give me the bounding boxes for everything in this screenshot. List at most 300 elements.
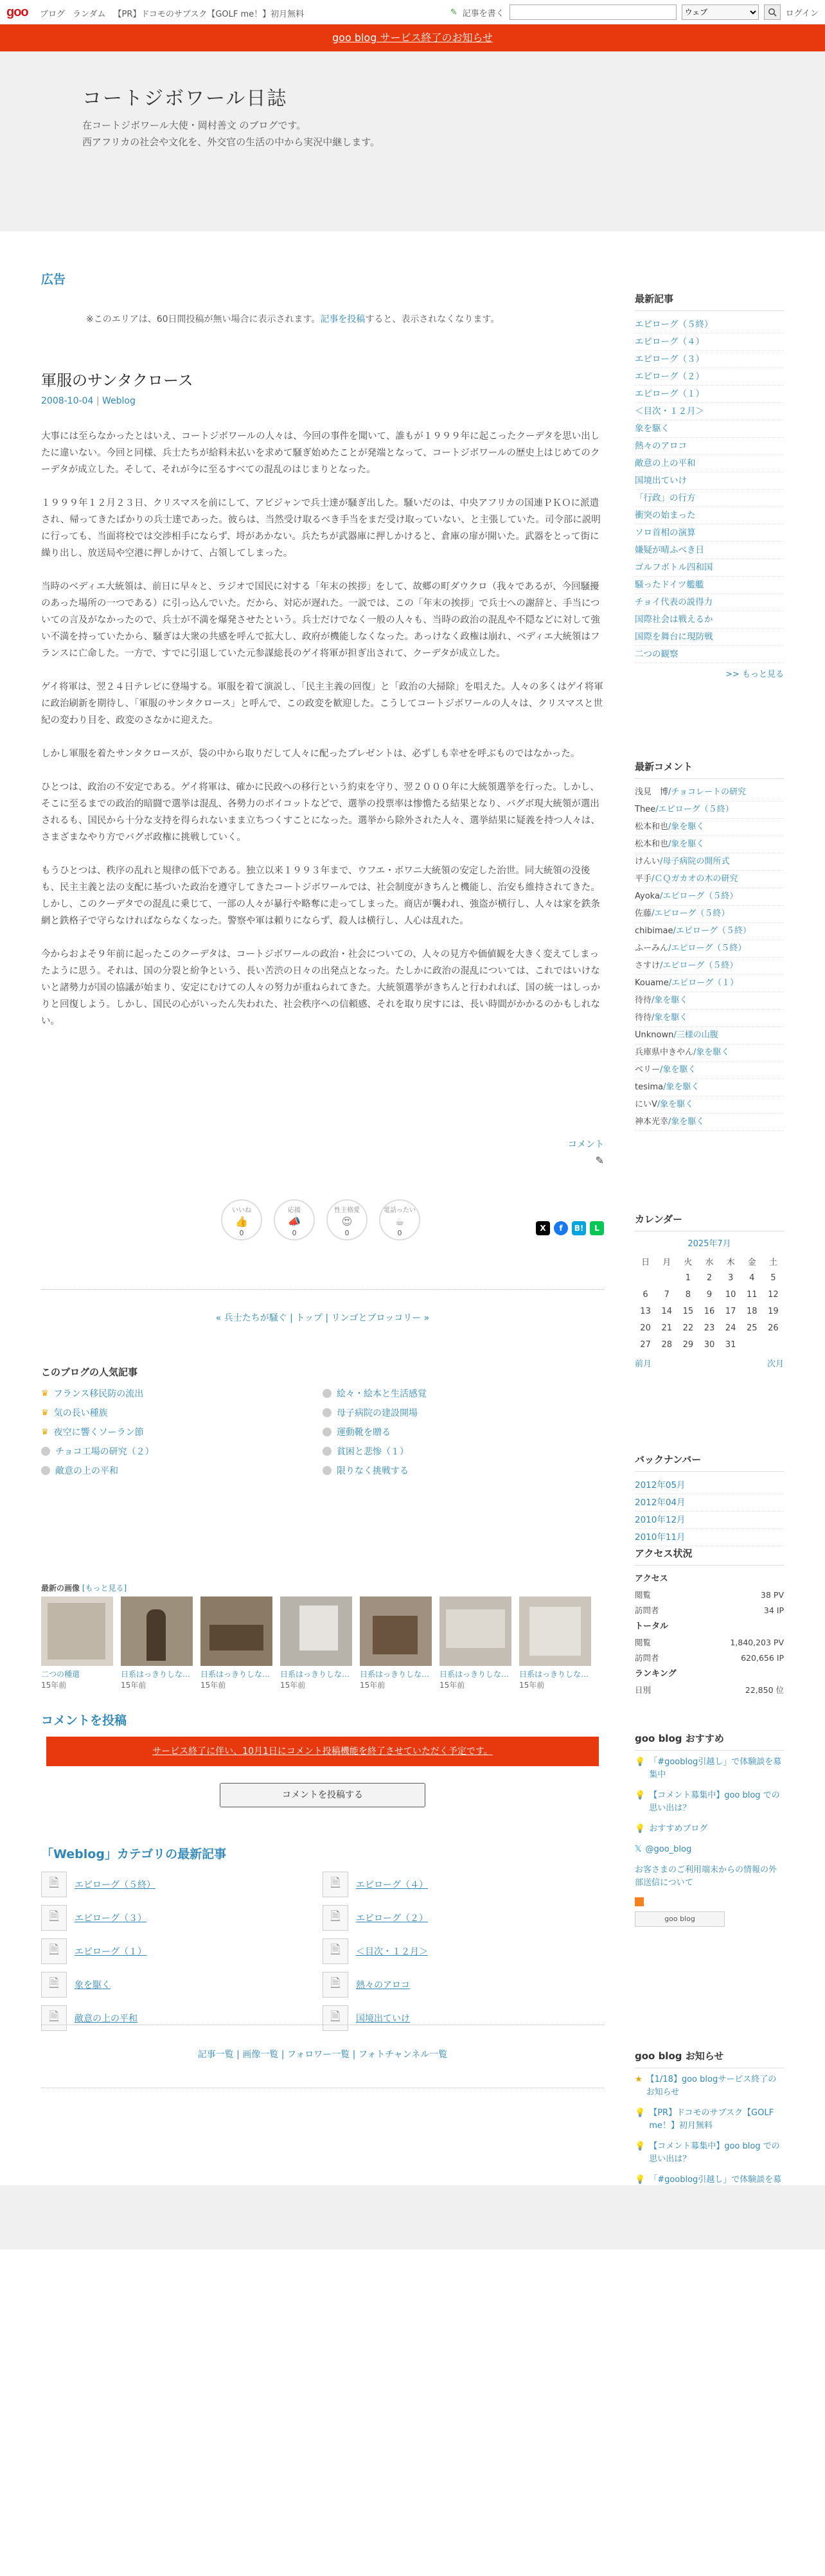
access-row: [635, 1683, 784, 1698]
x-account-link[interactable]: @goo_blog: [645, 1845, 692, 1854]
recent-post-link[interactable]: エピローグ（４）: [635, 334, 784, 351]
post-paragraph: ゲイ将軍は、翌２４日テレビに登場する。軍服を着て演説し、「民主主義の回復」と「政治の大掃除」を唱えた。人々の多くはゲイ将軍に政治刷新を期待し、「軍服のサンタクロース」と呼んで、この政変を歓迎した。こうしてコートジボワールの人々は、クリスマスと世紀の変わり目を、政変のさなかに迎えた。: [41, 682, 603, 726]
recent-post-link[interactable]: 二つの観察: [635, 646, 784, 663]
calendar-day: 5: [770, 1273, 776, 1283]
calendar-next-link[interactable]: 次月: [767, 1359, 784, 1369]
recent-post-link[interactable]: 国境出ていけ: [635, 472, 784, 490]
commenter: 松本和也: [635, 822, 669, 832]
comment-post[interactable]: 象を駆く: [660, 1100, 694, 1109]
reaction-cheer-button[interactable]: [274, 1199, 315, 1240]
image-thumbnail[interactable]: [439, 1597, 511, 1666]
comment-item[interactable]: ふーみん/エピローグ（５終）: [635, 940, 784, 958]
lightbulb-icon: 💡: [635, 2175, 646, 2185]
recent-post-link[interactable]: 熱々のアロコ: [635, 438, 784, 455]
top-link[interactable]: トップ: [296, 1313, 323, 1323]
comment-item[interactable]: けんい/母子病院の開所式: [635, 854, 784, 871]
recent-post-link[interactable]: エピローグ（３）: [635, 351, 784, 368]
recent-post-link[interactable]: 敵意の上の平和: [635, 455, 784, 472]
commenter: chibimae: [635, 926, 673, 936]
login-link[interactable]: ログイン: [785, 8, 819, 19]
recent-posts-list: [635, 316, 784, 663]
access-row: [635, 1635, 784, 1650]
goo-logo[interactable]: goo: [6, 5, 28, 19]
post-paragraph: １９９９年１２月２３日、クリスマスを前にして、アビジャンで兵士達が騒ぎ出した。騒いだのは、中央アフリカの国連ＰＫＯに派遣され、帰ってきたばかりの兵士達であった。彼らは、当然受け取るべき手当をまだ受け取っていない、と主張していた。司令部に説明に行っても、当面将校では交渉相手にならず、埒があかない。兵たちが武器庫に押しかけると、倉庫の扉が開いた。武器をとって街に繰り出し、放送局や空港に押しかけて、占領してしまった。: [41, 498, 601, 559]
post-comment-title: コメントを投稿: [41, 1713, 127, 1728]
divider: [41, 1289, 604, 1290]
calendar-month: 2025年7月: [688, 1239, 731, 1249]
notice-list: [635, 2073, 784, 2199]
document-icon: 🗎: [41, 1972, 67, 1998]
calendar-nav: [635, 1357, 784, 1369]
post-navigation: « 兵士たちが騒ぐ | トップ | リンゴとブロッコリー »: [215, 1313, 430, 1323]
category-post-link[interactable]: 国境出ていけ: [356, 2014, 410, 2024]
popular-post-item[interactable]: [323, 1405, 604, 1420]
image-thumbnail[interactable]: [519, 1597, 591, 1666]
comment-post[interactable]: 象を駆く: [671, 1117, 705, 1127]
comment-post[interactable]: 母子病院の開所式: [662, 857, 730, 866]
post-category-link[interactable]: Weblog: [102, 396, 136, 406]
image-caption[interactable]: 二つの種還: [41, 1670, 80, 1679]
facebook-share-icon[interactable]: f: [554, 1221, 568, 1235]
bullet-icon: [323, 1389, 332, 1398]
popular-post-label[interactable]: 貧困と悲惨（１）: [337, 1447, 409, 1457]
recent-post-link[interactable]: 象を駆く: [635, 420, 784, 438]
global-topbar: [0, 0, 825, 24]
popular-post-label[interactable]: チョコ工場の研究（２）: [55, 1447, 154, 1457]
image-item[interactable]: [280, 1597, 352, 1690]
post-date[interactable]: 2008-10-04: [41, 396, 94, 406]
recommend-item[interactable]: [635, 1843, 784, 1856]
comment-end-notice[interactable]: サービス終了に伴い、10月1日にコメント投稿機能を終了させていただく予定です。: [46, 1737, 599, 1766]
comment-post[interactable]: エピローグ（５終）: [662, 961, 738, 970]
comment-item[interactable]: 平手/ＣＱガカオの木の研究: [635, 871, 784, 888]
comment-item[interactable]: 松本和也/象を駆く: [635, 836, 784, 854]
notice-link[interactable]: 【1/18】goo blogサービス終了のお知らせ: [646, 2075, 777, 2097]
document-icon: 🗎: [41, 1872, 67, 1897]
comment-post[interactable]: 象を駆く: [696, 1048, 730, 1057]
calendar-day: 23: [704, 1323, 715, 1333]
recent-post-link[interactable]: 衝突の始まった: [635, 507, 784, 524]
notice-link[interactable]: 「#gooblog引越し」で体験談を募: [649, 2175, 782, 2185]
bullet-icon: [323, 1466, 332, 1475]
recent-images-more-link[interactable]: [もっと見る]: [82, 1584, 127, 1593]
popular-post-label[interactable]: 限りなく挑戦する: [337, 1466, 409, 1476]
line-share-icon[interactable]: L: [590, 1221, 604, 1235]
thumbs-up-icon: 👍: [235, 1215, 248, 1228]
popular-post-item[interactable]: [323, 1463, 604, 1478]
image-item[interactable]: [200, 1597, 272, 1690]
reaction-count: 0: [397, 1229, 402, 1237]
comment-post[interactable]: エピローグ（５終）: [671, 944, 747, 953]
calendar-day: 3: [727, 1273, 734, 1283]
policy-link[interactable]: お客さまのご利用端末からの情報の外部送信について: [635, 1865, 777, 1888]
reaction-label: いいね: [232, 1207, 251, 1214]
ad-text-before: ※このエリアは、60日間投稿が無い場合に表示されます。: [86, 314, 321, 325]
image-date: 15年前: [280, 1681, 306, 1690]
notice-widget: [635, 2049, 784, 2207]
popular-post-item[interactable]: [323, 1424, 604, 1440]
recent-post-link[interactable]: チョイ代表の説得力: [635, 594, 784, 611]
calendar-weekday: 土: [768, 1257, 777, 1267]
category-post-item[interactable]: [41, 2005, 323, 2031]
backnumber-list: [635, 1477, 784, 1546]
category-post-item[interactable]: [323, 1905, 604, 1931]
reaction-love-button[interactable]: [326, 1199, 368, 1240]
image-date: 15年前: [360, 1681, 386, 1690]
comment-post[interactable]: 象を駆く: [654, 996, 688, 1005]
document-icon: 🗎: [323, 1872, 348, 1897]
recommend-item[interactable]: [635, 1789, 784, 1815]
goo-blog-badge[interactable]: goo blog: [635, 1911, 725, 1927]
image-caption[interactable]: 日系はっきりしな…: [280, 1670, 350, 1679]
calendar-day: 10: [725, 1289, 736, 1300]
comment-post[interactable]: 三様の山腹: [676, 1030, 718, 1040]
image-item[interactable]: [360, 1597, 432, 1690]
bullet-icon: [41, 1466, 50, 1475]
backnumber-link[interactable]: 2012年05月: [635, 1477, 784, 1494]
recent-images-label: 最新の画像: [41, 1584, 80, 1593]
commenter: にいV: [635, 1100, 657, 1109]
comment-item[interactable]: chibimae/エピローグ（５終）: [635, 923, 784, 940]
comment-post[interactable]: チョコレートの研究: [671, 787, 747, 797]
topbar-link-random[interactable]: ランダム: [73, 10, 106, 19]
crown-icon: ♛: [41, 1408, 49, 1418]
image-thumbnail[interactable]: [200, 1597, 272, 1666]
access-row: [635, 1603, 784, 1618]
blog-description-line1: 在コートジボワール大使・岡村善文 のブログです。: [82, 120, 306, 131]
popular-post-item[interactable]: [41, 1463, 323, 1478]
access-value: 22,850 位: [745, 1685, 784, 1695]
popular-post-item[interactable]: [323, 1444, 604, 1459]
comment-post[interactable]: 象を駆く: [666, 1082, 700, 1092]
popular-post-label[interactable]: 絵々・絵本と生活感覚: [337, 1389, 427, 1399]
popular-post-item[interactable]: [323, 1386, 604, 1401]
recent-post-link[interactable]: 「行政」の行方: [635, 490, 784, 507]
recent-post-link[interactable]: ゴルフボトル四和国: [635, 559, 784, 577]
policy-item[interactable]: [635, 1864, 784, 1890]
image-item[interactable]: [519, 1597, 591, 1690]
access-value: 620,656 IP: [741, 1653, 784, 1663]
comment-item[interactable]: 待待/象を駆く: [635, 992, 784, 1010]
recent-post-link[interactable]: 国際を舞台に現防戦: [635, 629, 784, 646]
recent-post-link[interactable]: エピローグ（１）: [635, 386, 784, 403]
access-label: 日別: [635, 1685, 652, 1695]
category-post-item[interactable]: [323, 1938, 604, 1964]
recent-comments-title: 最新コメント: [635, 760, 784, 779]
topbar-links: [40, 7, 304, 19]
calendar-day: 13: [640, 1306, 651, 1316]
service-end-banner: [0, 24, 825, 51]
comment-post[interactable]: 象を駆く: [654, 1013, 688, 1023]
crown-icon: ♛: [41, 1388, 49, 1399]
recommend-link[interactable]: 「#gooblog引越し」で体験談を募集中: [649, 1757, 782, 1780]
popular-post-item[interactable]: [41, 1424, 323, 1440]
reaction-count: 0: [292, 1229, 297, 1237]
access-value: 1,840,203 PV: [730, 1638, 784, 1647]
recent-post-link[interactable]: 嫌疑が晴ふべき日: [635, 542, 784, 559]
category-post-link[interactable]: エピローグ（５終）: [75, 1880, 155, 1890]
comment-item[interactable]: さすけ/エピローグ（５終）: [635, 958, 784, 975]
notice-title: goo blog お知らせ: [635, 2049, 784, 2068]
footer-links[interactable]: 記事一覧 | 画像一覧 | フォロワー一覧 | フォトチャンネル一覧: [197, 2050, 448, 2060]
calendar-weekday: 日: [641, 1257, 650, 1267]
recommend-widget: [635, 1731, 784, 1927]
topbar-link-blog[interactable]: ブログ: [40, 10, 66, 19]
commenter: ベリー: [635, 1065, 661, 1075]
recent-post-link[interactable]: 騒ったドイツ艦艦: [635, 577, 784, 594]
recent-post-link[interactable]: エピローグ（５終）: [635, 316, 784, 334]
access-value: 38 PV: [761, 1590, 784, 1600]
topbar-right: [450, 4, 819, 20]
prev-post-link[interactable]: « 兵士たちが騒ぐ: [215, 1313, 287, 1323]
category-post-item[interactable]: [323, 1972, 604, 1998]
category-post-item[interactable]: [323, 2005, 604, 2031]
comment-item[interactable]: Unknown/三様の山腹: [635, 1027, 784, 1044]
popular-post-label[interactable]: 夜空に響くソーラン節: [53, 1427, 144, 1438]
recent-post-link[interactable]: 国際社会は戦えるか: [635, 611, 784, 629]
comment-item[interactable]: 松本和也/象を駆く: [635, 819, 784, 836]
recommend-link[interactable]: 【コメント募集中】goo blog での思い出は？: [649, 1791, 780, 1813]
popular-posts-title: このブログの人気記事: [41, 1366, 138, 1378]
x-share-icon[interactable]: X: [536, 1221, 550, 1235]
service-end-link[interactable]: goo blog サービス終了のお知らせ: [332, 31, 493, 44]
image-thumbnail[interactable]: [41, 1597, 113, 1666]
notice-link[interactable]: 【コメント募集中】goo blog での思い出は？: [649, 2142, 780, 2164]
image-item[interactable]: [121, 1597, 193, 1690]
coffee-icon: ☕: [395, 1215, 405, 1228]
search-scope-select[interactable]: [682, 4, 759, 20]
comment-item[interactable]: 佐藤/エピローグ（５終）: [635, 906, 784, 923]
recommend-title: goo blog おすすめ: [635, 1731, 784, 1751]
commenter: さすけ: [635, 961, 661, 970]
comment-post[interactable]: ＣＱガカオの木の研究: [654, 874, 738, 884]
reaction-count: 0: [344, 1229, 350, 1237]
document-icon: 🗎: [323, 2005, 348, 2031]
category-post-link[interactable]: ＜目次・１２月＞: [356, 1947, 428, 1957]
search-icon[interactable]: [764, 4, 781, 20]
comment-item[interactable]: Thee/エピローグ（５終）: [635, 801, 784, 819]
document-icon: 🗎: [41, 2005, 67, 2031]
calendar-day: 31: [725, 1339, 736, 1350]
hatena-share-icon[interactable]: B!: [572, 1221, 586, 1235]
comment-post[interactable]: エピローグ（５終）: [675, 926, 751, 936]
category-post-link[interactable]: エピローグ（４）: [356, 1880, 428, 1890]
calendar-day: [635, 1269, 656, 1286]
heart-eyes-icon: 😍: [341, 1215, 353, 1228]
blog-description: [82, 117, 380, 150]
image-item[interactable]: [439, 1597, 511, 1690]
category-post-item[interactable]: [41, 1872, 323, 1897]
post-body: [41, 428, 604, 1046]
calendar-day: 30: [704, 1339, 715, 1350]
topbar-link-pr[interactable]: 【PR】ドコモのサブスク【GOLF me！】初月無料: [113, 10, 305, 19]
reaction-count: 0: [239, 1229, 244, 1237]
category-post-item[interactable]: [41, 1938, 323, 1964]
popular-post-label[interactable]: 母子病院の建設開場: [337, 1408, 418, 1418]
popular-post-item[interactable]: [41, 1386, 323, 1401]
document-icon: 🗎: [41, 1905, 67, 1931]
commenter: 平手: [635, 874, 652, 884]
comment-post[interactable]: 象を駆く: [662, 1065, 696, 1075]
category-post-link[interactable]: 象を駆く: [75, 1980, 111, 1990]
reaction-buttons: [221, 1199, 420, 1240]
bullet-icon: [41, 1447, 50, 1456]
calendar-day: 26: [768, 1323, 779, 1333]
comment-item[interactable]: 神本光幸/象を駆く: [635, 1114, 784, 1131]
notice-link[interactable]: 【PR】ドコモのサブスク【GOLF me！】初月無料: [649, 2108, 774, 2131]
calendar-weekday: 金: [747, 1257, 756, 1267]
image-date: 15年前: [121, 1681, 146, 1690]
image-date: 15年前: [200, 1681, 226, 1690]
commenter: 待待: [635, 996, 652, 1005]
lightbulb-icon: 💡: [635, 1757, 646, 1767]
post-paragraph: ひとつは、政治の不安定である。ゲイ将軍は、確かに民政への移行という約束を守り、翌２０００年に大統領選挙を行った。しかし、そこに至るまでの政治的暗闘で選挙は混乱、各勢力のボイコットなどで、選挙の投票率は惨憺たる結果となり、バグボ現大統領が選出されるも、国民から十分な支持を得られないまま立ちつくすことになった。選挙から除外された人々、選挙結果に疑義を持つ人々は、さまざまなやり方でバグボ政権に挑戦していく。: [41, 782, 600, 843]
recent-posts-more-link[interactable]: >> もっと見る: [725, 670, 784, 679]
calendar-day: 14: [661, 1306, 672, 1316]
popular-post-item[interactable]: [41, 1444, 323, 1459]
image-date: 15年前: [519, 1681, 545, 1690]
access-row: [635, 1588, 784, 1603]
access-row: [635, 1650, 784, 1666]
next-post-link[interactable]: リンゴとブロッコリー »: [331, 1313, 430, 1323]
calendar-day: 8: [685, 1289, 691, 1300]
image-caption[interactable]: 日系はっきりしな…: [360, 1670, 430, 1679]
popular-post-label[interactable]: 運動靴を贈る: [337, 1427, 391, 1438]
calendar-day: 21: [661, 1323, 672, 1333]
category-post-item[interactable]: [323, 1872, 604, 1897]
calendar-table: [635, 1253, 784, 1353]
calendar-day: 29: [682, 1339, 694, 1350]
notice-item[interactable]: [635, 2140, 784, 2166]
x-icon: 𝕏: [635, 1845, 642, 1854]
recommend-item[interactable]: [635, 1756, 784, 1782]
backnumber-link[interactable]: 2012年04月: [635, 1494, 784, 1512]
comment-item[interactable]: 兵庫県中きやん/象を駆く: [635, 1044, 784, 1062]
comment-item[interactable]: ベリー/象を駆く: [635, 1062, 784, 1079]
commenter: 佐藤: [635, 909, 652, 918]
category-latest-title: 「Weblog」カテゴリの最新記事: [41, 1847, 227, 1861]
recent-images-title: [41, 1582, 127, 1593]
comment-post[interactable]: エピローグ（５終）: [658, 805, 734, 814]
category-post-link[interactable]: 熱々のアロコ: [356, 1980, 410, 1990]
popular-post-label[interactable]: 敵意の上の平和: [55, 1466, 118, 1476]
recommend-item[interactable]: [635, 1823, 784, 1836]
image-caption[interactable]: 日系はっきりしな…: [519, 1670, 589, 1679]
image-caption[interactable]: 日系はっきりしな…: [439, 1670, 510, 1679]
calendar-day: 15: [682, 1306, 694, 1316]
reaction-like-button[interactable]: [221, 1199, 262, 1240]
comment-link[interactable]: コメント: [568, 1140, 604, 1150]
footer-band: [0, 2185, 825, 2250]
image-thumbnail[interactable]: [121, 1597, 193, 1666]
commenter: Kouame: [635, 978, 669, 988]
calendar-day: 17: [725, 1306, 736, 1316]
comment-item[interactable]: Kouame/エピローグ（１）: [635, 975, 784, 992]
recent-post-link[interactable]: ＜目次・１２月＞: [635, 403, 784, 420]
comment-item[interactable]: にいV/象を駆く: [635, 1096, 784, 1114]
post-title[interactable]: 軍服のサンタクロース: [41, 371, 193, 389]
category-post-link[interactable]: エピローグ（２）: [356, 1913, 428, 1924]
comment-item[interactable]: tesima/象を駆く: [635, 1079, 784, 1096]
popular-post-label[interactable]: 気の長い種族: [53, 1408, 108, 1418]
comment-item[interactable]: Ayoka/エピローグ（５終）: [635, 888, 784, 906]
backnumber-link[interactable]: 2010年12月: [635, 1512, 784, 1529]
notice-item[interactable]: [635, 2073, 784, 2099]
access-title: アクセス状況: [635, 1546, 784, 1566]
access-widget: [635, 1546, 784, 1698]
calendar-prev-link[interactable]: 前月: [635, 1359, 652, 1369]
access-total-heading: トータル: [635, 1622, 669, 1631]
post-paragraph: 大事には至らなかったとはいえ、コートジボワールの人々は、今回の事件を聞いて、誰もが１９９９年に起こったクーデタを思い出したに違いない。今回と同様、兵士たちが給料未払いを求めて騒ぎ始めたことが発端となって、コートジボワールの歴史上はじめてのクーデタが成立した。そして、それが今に至るすべての混乱のはじまりとなった。: [41, 431, 600, 475]
recommend-link[interactable]: おすすめブログ: [649, 1824, 708, 1834]
calendar-day: 24: [725, 1323, 736, 1333]
comment-post[interactable]: 象を駆く: [671, 822, 705, 832]
image-item[interactable]: [41, 1597, 113, 1690]
notice-item[interactable]: [635, 2107, 784, 2133]
write-post-link[interactable]: 記事を書く: [462, 8, 504, 19]
calendar-day: 19: [768, 1306, 779, 1316]
rss-icon[interactable]: [635, 1897, 644, 1906]
image-caption[interactable]: 日系はっきりしな…: [121, 1670, 191, 1679]
search-input[interactable]: [510, 4, 677, 20]
popular-post-label[interactable]: フランス移民防の流出: [53, 1389, 144, 1399]
comment-post[interactable]: 象を駆く: [671, 839, 705, 849]
comment-item[interactable]: 待待/象を駆く: [635, 1010, 784, 1027]
image-caption[interactable]: 日系はっきりしな…: [200, 1670, 271, 1679]
reaction-coffee-button[interactable]: [379, 1199, 420, 1240]
bullet-icon: [323, 1427, 332, 1436]
comment-post[interactable]: エピローグ（５終）: [662, 891, 738, 901]
blog-title[interactable]: コートジボワール日誌: [82, 87, 288, 110]
access-rank-heading: ランキング: [635, 1669, 677, 1679]
backnumber-widget: [635, 1453, 784, 1546]
calendar-day: 27: [640, 1339, 651, 1350]
recent-comments-widget: [635, 760, 784, 1131]
calendar-day: 2: [706, 1273, 713, 1283]
image-thumbnail[interactable]: [360, 1597, 432, 1666]
backnumber-link[interactable]: 2010年11月: [635, 1529, 784, 1546]
post-comment-button[interactable]: コメントを投稿する: [220, 1783, 425, 1807]
ad-text-after: すると、表示されなくなります。: [365, 314, 500, 325]
post-meta: [41, 396, 136, 406]
bullet-icon: [323, 1408, 332, 1417]
recent-post-link[interactable]: エピローグ（２）: [635, 368, 784, 386]
category-post-link[interactable]: エピローグ（１）: [75, 1947, 146, 1957]
category-post-link[interactable]: 敵意の上の平和: [75, 2014, 138, 2024]
recent-post-link[interactable]: ソロ首相の演算: [635, 524, 784, 542]
popular-post-item[interactable]: [41, 1405, 323, 1420]
post-meta-sep: |: [96, 396, 100, 406]
popular-posts-list: [41, 1386, 604, 1478]
document-icon: 🗎: [323, 1938, 348, 1964]
reaction-label: 性主格愛: [334, 1207, 360, 1214]
comment-item[interactable]: 浅見 博/チョコレートの研究: [635, 784, 784, 801]
category-post-item[interactable]: [41, 1905, 323, 1931]
lightbulb-icon: 💡: [635, 1791, 646, 1800]
image-date: 15年前: [41, 1681, 67, 1690]
access-value: 34 IP: [763, 1606, 784, 1615]
comment-post[interactable]: エピローグ（１）: [671, 978, 739, 988]
calendar-day: 12: [768, 1289, 779, 1300]
category-post-item[interactable]: [41, 1972, 323, 1998]
ad-post-link[interactable]: 記事を投稿: [320, 314, 366, 325]
image-thumbnail[interactable]: [280, 1597, 352, 1666]
category-post-link[interactable]: エピローグ（３）: [75, 1913, 146, 1924]
recent-images: [41, 1597, 591, 1690]
post-paragraph: 当時のベディエ大統領は、前日に早々と、ラジオで国民に対する「年末の挨拶」をして、故郷の町ダウクロ（我々であるが、今回騒擾のあった場所の一つである）に引っ込んでいた。だから、対応が遅れた。一説では、この「年末の挨拶」で兵士への謝辞と、手当についての言及がなかったので、兵士が不満を爆発させたという。兵士だけでなく一般の人々も、当時の政治の混乱や不隠などに対して強い不満を持っていたから、騒ぎは大衆の共感を呼んで拡大し、政府が機能しなくなった。あっけなく政権は崩れ、ベディエ大統領はフランスに亡命した。一方で、すでに引退していた元参謀総長のゲイ将軍が担ぎ出されて、クーデタが成立した。: [41, 582, 600, 659]
comment-post[interactable]: エピローグ（５終）: [654, 909, 730, 918]
edit-icon[interactable]: ✎: [595, 1154, 604, 1167]
